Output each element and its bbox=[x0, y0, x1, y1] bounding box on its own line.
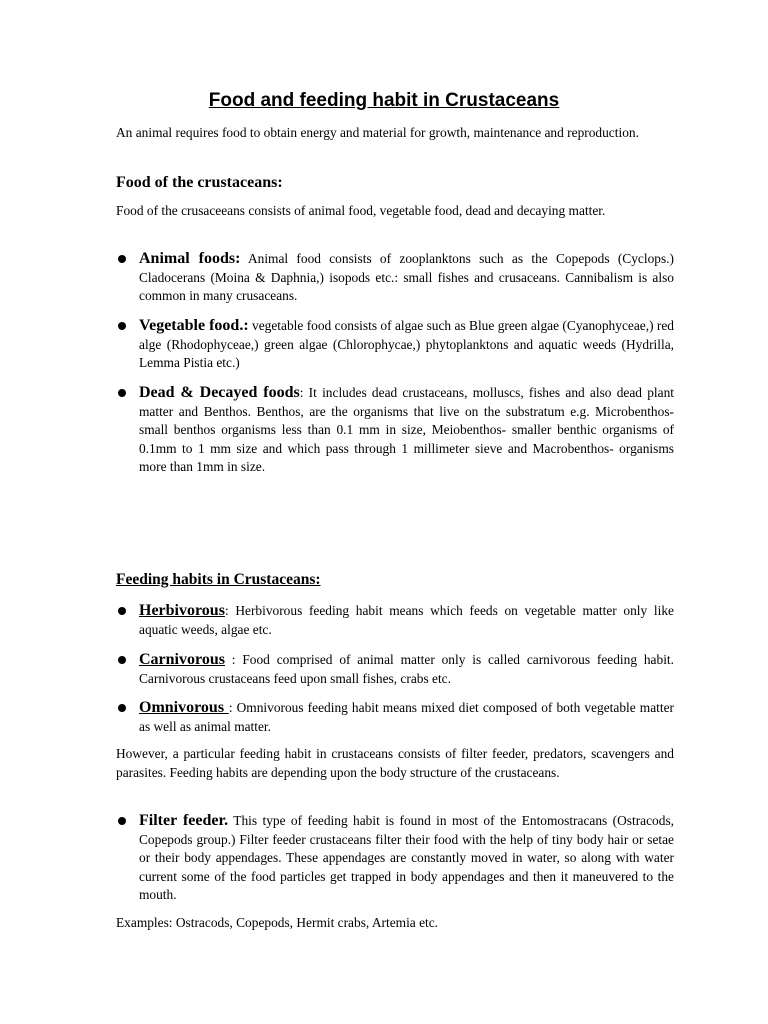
list-item-term: Dead & Decayed foods bbox=[139, 384, 300, 401]
examples-text: Examples: Ostracods, Copepods, Hermit crabs, Artemia etc. bbox=[116, 915, 439, 930]
bullet-icon bbox=[118, 704, 126, 712]
list-item-term: Animal foods: bbox=[139, 250, 241, 267]
list-item-term: Omnivorous bbox=[139, 699, 229, 716]
list-item-term: Carnivorous bbox=[139, 651, 225, 668]
bullet-icon bbox=[118, 389, 126, 397]
bullet-icon bbox=[118, 322, 126, 330]
list-item-animal-foods bbox=[116, 250, 674, 306]
food-paragraph bbox=[116, 202, 674, 221]
list-item-vegetable-food bbox=[116, 317, 674, 373]
food-section-heading: Food of the crustaceans: bbox=[116, 174, 283, 191]
list-item-filter-feeder bbox=[116, 812, 674, 905]
list-item-dead-decayed-foods bbox=[116, 384, 674, 477]
list-item-term: Vegetable food.: bbox=[139, 317, 249, 334]
list-item-term: Herbivorous bbox=[139, 602, 225, 619]
examples-paragraph bbox=[116, 914, 674, 933]
habits-intro-text: However, a particular feeding habit in crustaceans consists of filter feeder, predators, scavengers and parasites. Feeding habits are depending upon the body structure of the crustaceans. bbox=[116, 746, 674, 780]
list-item-omnivorous bbox=[116, 699, 674, 736]
list-item-text: vegetable food consists of algae such as Blue green algae (Cyanophyceae,) red alge (Rhodophyceae,) green algae (Chlorophycae,) phytoplanktons and aquatic weeds (Hydrilla, Lemma Pistia etc.) bbox=[139, 318, 674, 370]
list-item-text: : Food comprised of animal matter only is called carnivorous feeding habit. Carnivorous crustaceans feed upon small fishes, crabs etc. bbox=[139, 652, 674, 686]
intro-text: An animal requires food to obtain energy and material for growth, maintenance and reproduction. bbox=[116, 125, 639, 140]
bullet-icon bbox=[118, 656, 126, 664]
bullet-icon bbox=[118, 607, 126, 615]
page-title: Food and feeding habit in Crustaceans bbox=[208, 90, 560, 111]
list-item-text: Animal food consists of zooplanktons such as the Copepods (Cyclops.) Cladocerans (Moina & Daphnia,) isopods etc.: small fishes and crusaceans. Cannibalism is also common in many crusaceans. bbox=[139, 251, 675, 303]
intro-paragraph bbox=[116, 124, 674, 143]
list-item-carnivorous bbox=[116, 651, 674, 688]
list-item-text: : Herbivorous feeding habit means which feeds on vegetable matter only like aquatic weeds, algae etc. bbox=[139, 603, 674, 637]
list-item-text: This type of feeding habit is found in most of the Entomostracans (Ostracods, Copepods group.) Filter feeder crustaceans filter their food with the help of tiny body hair or setae or their body appendages. These appendages are constantly moved in water, so along with water current some of the food particles get trapped in body appendages and then it maneuvered to the mouth. bbox=[139, 813, 674, 902]
food-heading-block bbox=[116, 173, 674, 193]
bullet-icon bbox=[118, 255, 126, 263]
habits-heading-block bbox=[116, 570, 674, 590]
list-item-text: : It includes dead crustaceans, molluscs, fishes and also dead plant matter and Benthos. Benthos, are the organisms that live on the substratum e.g. Microbenthos- small benthos organisms less than 0.1 mm in size, Meiobenthos- smaller benthic organisms of 0.1mm to 1 mm size and which pass through 1 millimeter sieve and Macrobenthos- organisms more than 1mm in size. bbox=[139, 385, 675, 474]
habits-paragraph bbox=[116, 745, 674, 782]
list-item-text: : Omnivorous feeding habit means mixed diet composed of both vegetable matter as well as animal matter. bbox=[139, 700, 674, 734]
list-item-herbivorous bbox=[116, 602, 674, 639]
bullet-icon bbox=[118, 817, 126, 825]
list-item-term: Filter feeder. bbox=[139, 812, 229, 829]
food-intro-text: Food of the crusaceeans consists of animal food, vegetable food, dead and decaying matter. bbox=[116, 203, 606, 218]
habits-section-heading: Feeding habits in Crustaceans: bbox=[116, 571, 321, 588]
